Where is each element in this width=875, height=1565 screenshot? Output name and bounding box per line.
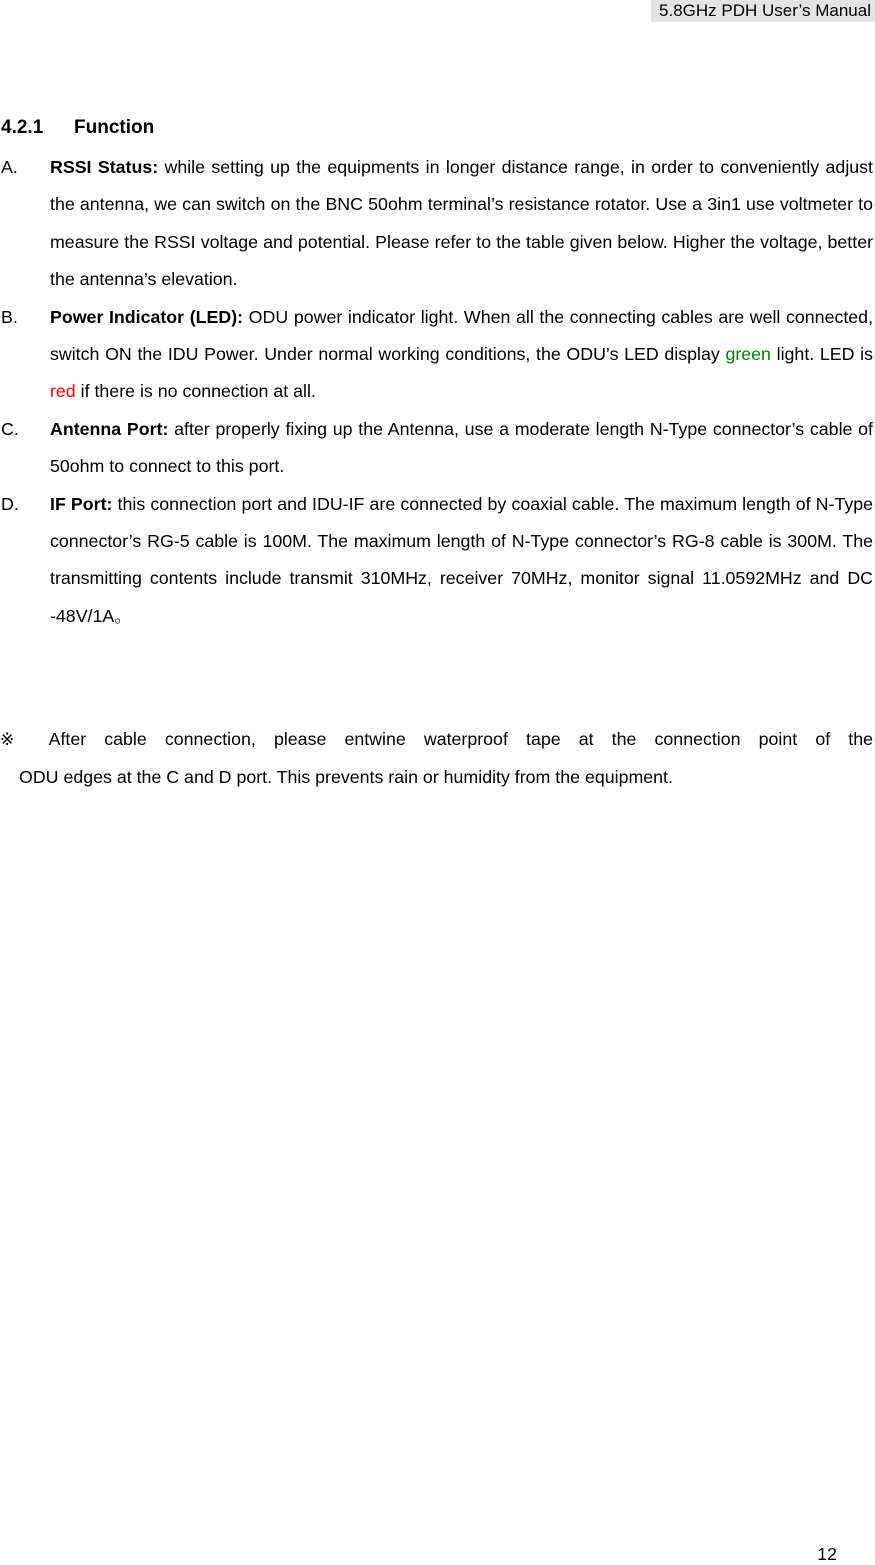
green-word: green: [725, 344, 771, 365]
red-word: red: [50, 381, 76, 402]
item-text: while setting up the equipments in longer distance range, in order to conveniently adjust the antenna, we can switch on the BNC 50ohm terminal’s resistance rotator. Use a 3in1 use voltmeter to measure the RSSI voltage and potential. Please refer to the table given below. Higher the voltage, better the antenna’s elevation.: [50, 157, 873, 290]
list-item-if-port: [0, 486, 873, 636]
note-text-1: After cable connection, please entwine waterproof tape at the connection point of the: [48, 729, 873, 749]
note-line-1: [0, 721, 873, 759]
reference-mark-icon: ※: [0, 730, 28, 750]
note-line-2: ODU edges at the C and D port. This prevents rain or humidity from the equipment.: [19, 767, 673, 787]
list-item-rssi-status: [0, 149, 873, 299]
item-text: this connection port and IDU-IF are connected by coaxial cable. The maximum length of N-Type connector’s RG-5 cable is 100M. The maximum length of N-Type connector’s RG-8 cable is 300M. The transmitting contents include transmit 310MHz, receiver 70MHz, monitor signal 11.0592MHz and DC -48V/1A。: [50, 493, 873, 626]
section-number: 4.2.1: [1, 117, 44, 138]
function-list: [0, 149, 873, 635]
note-block: [0, 721, 873, 796]
item-text: after properly fixing up the Antenna, use a moderate length N-Type connector’s cable of 50ohm to connect to this port.: [50, 418, 873, 477]
item-term: Power Indicator (LED):: [50, 306, 244, 327]
item-text: if there is no connection at all.: [75, 381, 316, 402]
page-number: 12: [817, 1544, 837, 1564]
section-title: Function: [74, 117, 155, 138]
item-term: RSSI Status:: [50, 157, 159, 177]
section-heading: [1, 115, 154, 141]
item-letter: C.: [1, 418, 19, 439]
item-text: ODU power indicator light. When all the connecting cables are well connected, switch ON the IDU Power. Under normal working conditions, the ODU’s LED display: [50, 306, 874, 365]
running-header: 5.8GHz PDH User’s Manual: [651, 0, 875, 22]
item-term: Antenna Port:: [50, 418, 169, 439]
item-letter: B.: [1, 306, 18, 327]
item-text: light. LED is: [770, 344, 874, 365]
item-letter: D.: [1, 493, 19, 514]
list-item-antenna-port: [0, 411, 873, 486]
item-term: IF Port:: [50, 493, 113, 514]
item-letter: A.: [1, 157, 18, 177]
list-item-power-indicator: [0, 299, 873, 411]
